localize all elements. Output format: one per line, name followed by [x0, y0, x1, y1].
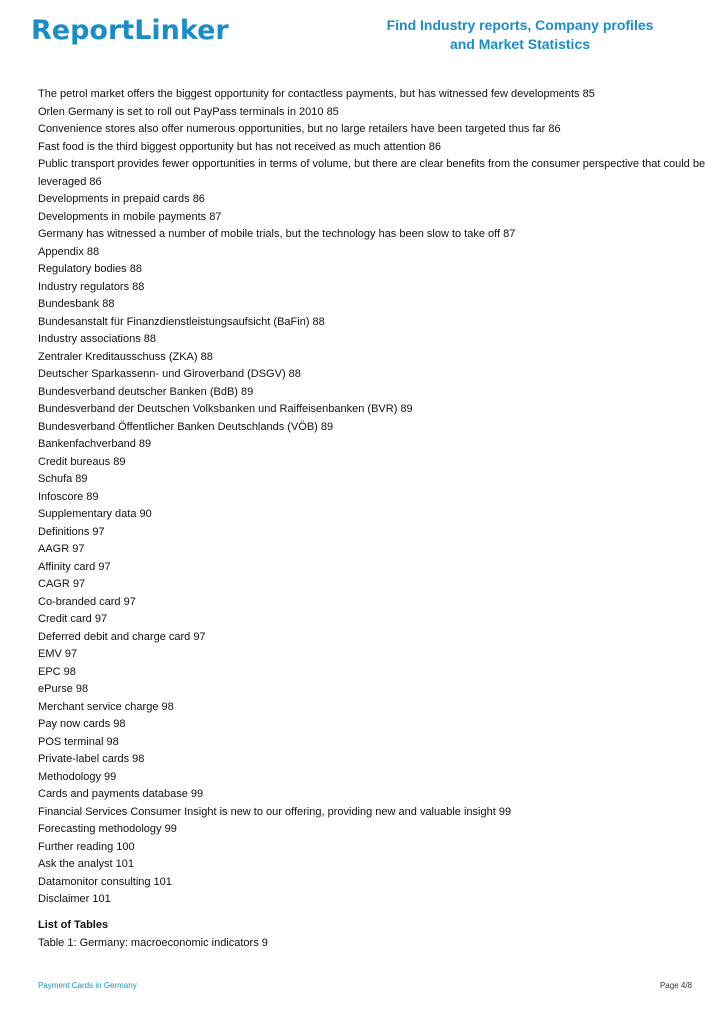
footer-page-number: Page 4/8 — [659, 981, 692, 990]
toc-item: Bundesbank 88 — [38, 298, 115, 310]
toc-item: Deferred debit and charge card 97 — [38, 630, 206, 643]
toc-item: Zentraler Kreditausschuss (ZKA) 88 — [38, 350, 213, 363]
toc-item: Co-branded card 97 — [38, 595, 136, 608]
toc-item: Bundesverband Öffentlicher Banken Deutschlands (VÖB) 89 — [38, 420, 334, 433]
toc-item: POS terminal 98 — [38, 735, 119, 748]
toc-item: Germany has witnessed a number of mobile trials, but the technology has been slow to take off 87 — [38, 228, 516, 240]
toc-item: The petrol market offers the biggest opportunity for contactless payments, but has witnessed few developments 85 — [38, 88, 595, 100]
toc-item: Definitions 97 — [38, 525, 105, 538]
footer-document-title[interactable]: Payment Cards in Germany — [38, 981, 137, 990]
toc-item: Financial Services Consumer Insight is new to our offering, providing new and valuable insight 99 — [38, 805, 512, 818]
list-of-tables-title: List of Tables — [38, 919, 109, 931]
toc-item: EPC 98 — [38, 665, 76, 678]
toc-item: Orlen Germany is set to roll out PayPass terminals in 2010 85 — [38, 105, 339, 118]
toc-item: Bundesverband der Deutschen Volksbanken und Raiffeisenbanken (BVR) 89 — [38, 403, 413, 415]
toc-item: ePurse 98 — [38, 683, 89, 695]
table-of-contents — [38, 86, 708, 909]
header-tagline — [380, 16, 660, 54]
toc-item: Forecasting methodology 99 — [38, 823, 177, 835]
toc-item: Bundesanstalt für Finanzdienstleistungsaufsicht (BaFin) 88 — [38, 315, 325, 328]
toc-item: Bankenfachverband 89 — [38, 438, 152, 450]
list-of-tables-item: Table 1: Germany: macroeconomic indicators 9 — [38, 936, 268, 949]
list-of-tables — [38, 917, 708, 952]
toc-item: Supplementary data 90 — [38, 508, 152, 520]
toc-item: Fast food is the third biggest opportunity but has not received as much attention 86 — [38, 140, 441, 153]
toc-item: Credit bureaus 89 — [38, 455, 126, 468]
toc-item: Private-label cards 98 — [38, 753, 145, 765]
toc-item: Ask the analyst 101 — [38, 858, 135, 870]
toc-item: Methodology 99 — [38, 770, 117, 783]
toc-item: AAGR 97 — [38, 543, 85, 555]
toc-item: Affinity card 97 — [38, 560, 111, 573]
toc-item: Datamonitor consulting 101 — [38, 875, 172, 888]
toc-item: Credit card 97 — [38, 613, 108, 625]
toc-item: Developments in mobile payments 87 — [38, 210, 222, 223]
toc-item: Industry regulators 88 — [38, 280, 145, 293]
reportlinker-logo[interactable]: ReportLinker — [31, 15, 229, 46]
toc-item: Disclaimer 101 — [38, 893, 111, 905]
toc-item: Bundesverband deutscher Banken (BdB) 89 — [38, 385, 254, 398]
toc-item: Merchant service charge 98 — [38, 700, 174, 713]
toc-item: Regulatory bodies 88 — [38, 263, 142, 275]
toc-item: Cards and payments database 99 — [38, 788, 204, 800]
toc-item: Schufa 89 — [38, 473, 88, 485]
toc-item: Infoscore 89 — [38, 490, 99, 503]
toc-item: Pay now cards 98 — [38, 718, 126, 730]
toc-item: Developments in prepaid cards 86 — [38, 193, 205, 205]
toc-item: Deutscher Sparkassenn- und Giroverband (DSGV) 88 — [38, 368, 301, 380]
toc-item: Convenience stores also offer numerous opportunities, but no large retailers have been targeted thus far 86 — [38, 123, 561, 135]
toc-item: Public transport provides fewer opportunities in terms of volume, but there are clear benefits from the consumer perspective that could be leveraged 86 — [38, 158, 706, 188]
toc-item: Further reading 100 — [38, 840, 135, 853]
tagline-line-2: and Market Statistics — [449, 36, 591, 52]
toc-item: CAGR 97 — [38, 578, 86, 590]
toc-item: Appendix 88 — [38, 245, 100, 258]
tagline-line-1: Find Industry reports, Company profiles — [386, 17, 654, 33]
toc-item: Industry associations 88 — [38, 333, 157, 345]
toc-item: EMV 97 — [38, 648, 78, 660]
